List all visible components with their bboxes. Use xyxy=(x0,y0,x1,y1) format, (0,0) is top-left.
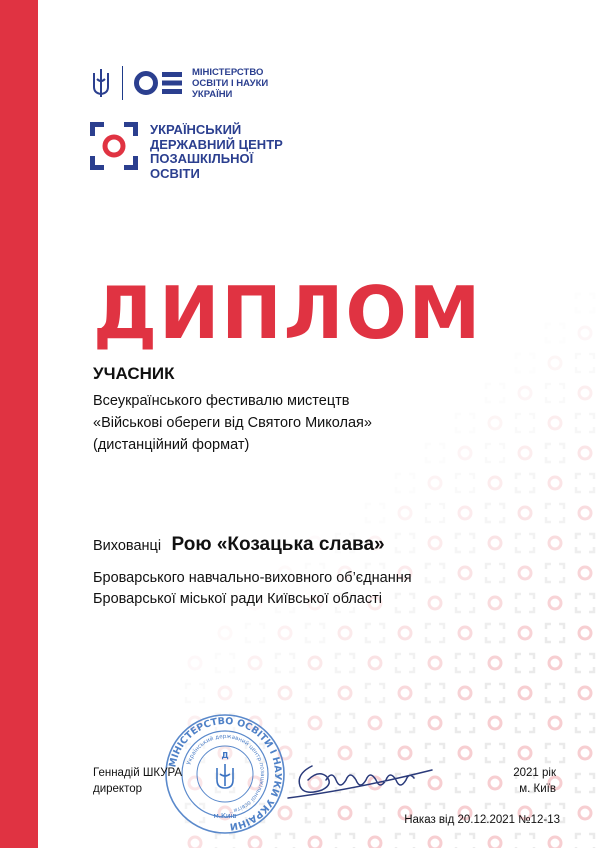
date-place-block xyxy=(513,765,556,797)
institution-line-1: Броварського навчально-виховного об’єднання xyxy=(93,570,412,586)
center-line-4: ОСВІТИ xyxy=(150,165,200,181)
ministry-line-3: УКРАЇНИ xyxy=(192,88,233,100)
participant-heading: УЧАСНИК xyxy=(93,364,175,383)
center-line-3: ПОЗАШКІЛЬНОЇ xyxy=(150,151,254,166)
ministry-logo xyxy=(90,66,268,100)
ministry-line-1: МІНІСТЕРСТВО xyxy=(192,66,264,78)
signer-position: директор xyxy=(93,783,143,795)
center-logo-icon xyxy=(90,122,138,170)
signature-icon xyxy=(282,746,442,806)
seal-inner-text: Український державний центр позашкільної освіти xyxy=(186,733,266,813)
recipient-label: Вихованці xyxy=(93,538,162,554)
ministry-name xyxy=(192,67,268,100)
year: 2021 рік xyxy=(513,767,556,779)
city: м. Київ xyxy=(519,783,556,795)
festival-line-2: «Військові обереги від Святого Миколая» xyxy=(93,415,372,431)
institution xyxy=(93,568,412,610)
diploma-title: ДИПЛОМ xyxy=(93,271,483,355)
recipient-name: Рою «Козацька слава» xyxy=(171,534,385,555)
seal-letter: Д xyxy=(221,751,229,760)
seal-ring-text: МІНІСТЕРСТВО ОСВІТИ І НАУКИ УКРАЇНИ xyxy=(167,715,284,832)
signer-block xyxy=(93,765,182,797)
left-red-stripe xyxy=(0,0,38,848)
center-logo xyxy=(90,122,283,181)
festival-description xyxy=(93,390,372,456)
ukraine-trident-icon xyxy=(90,67,112,99)
logo-divider xyxy=(122,66,123,100)
center-name xyxy=(150,123,283,181)
institution-line-2: Броварської міської ради Київської області xyxy=(93,591,382,607)
center-line-1: УКРАЇНСЬКИЙ xyxy=(150,122,242,137)
recipient xyxy=(93,534,385,556)
order-reference: Наказ від 20.12.2021 №12-13 xyxy=(404,814,560,826)
signer-name: Геннадій ШКУРА xyxy=(93,767,183,779)
ministry-logo-icon xyxy=(133,70,182,96)
ministry-line-2: ОСВІТИ І НАУКИ xyxy=(192,77,269,89)
seal-city: м.Київ xyxy=(213,812,237,820)
center-line-2: ДЕРЖАВНИЙ ЦЕНТР xyxy=(150,136,283,152)
festival-line-3: (дистанційний формат) xyxy=(93,437,250,453)
festival-line-1: Всеукраїнського фестивалю мистецтв xyxy=(93,393,350,409)
